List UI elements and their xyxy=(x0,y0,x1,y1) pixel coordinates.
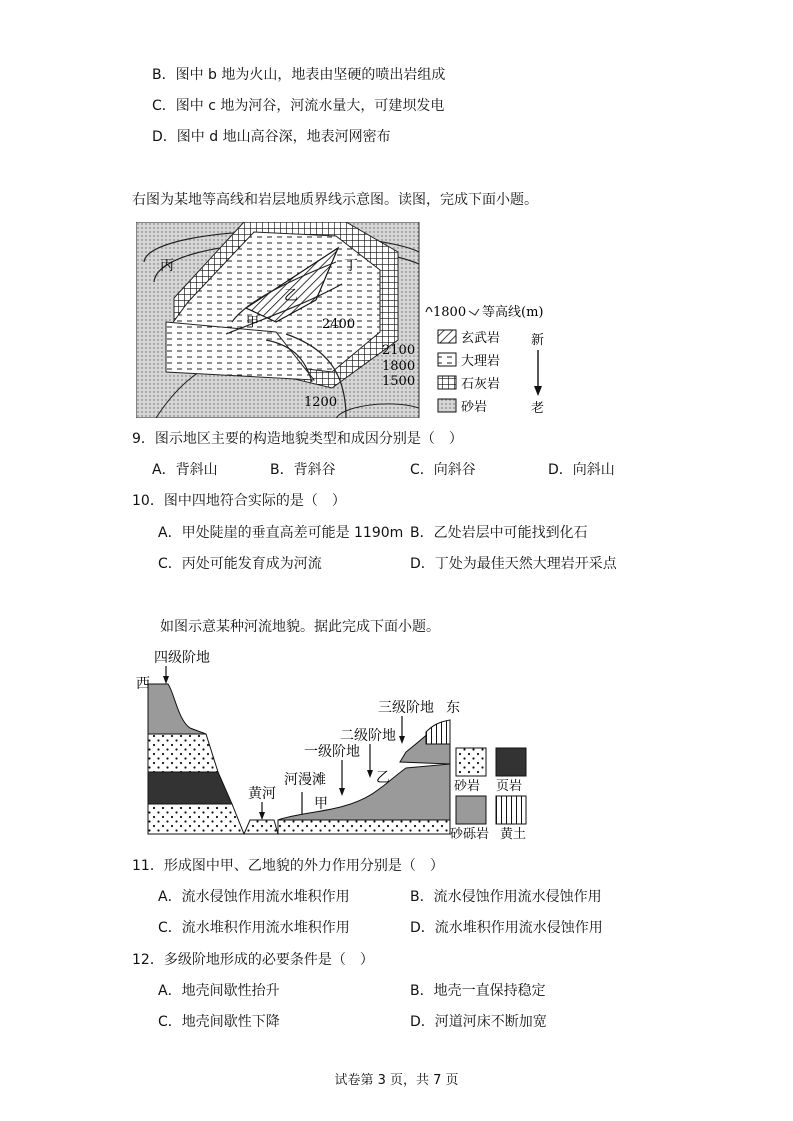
q10-option-c[interactable]: C．丙处可能发育成为河流 xyxy=(158,556,322,572)
label-jia: 甲 xyxy=(314,796,328,812)
q11-option-b[interactable]: B．流水侵蚀作用流水侵蚀作用 xyxy=(410,889,602,905)
q12-option-d[interactable]: D．河道河床不断加宽 xyxy=(410,1014,547,1030)
q12-option-b[interactable]: B．地壳一直保持稳定 xyxy=(410,983,546,999)
legend-conglomerate: 砂砾岩 xyxy=(450,827,490,842)
legend-contour-value: 1800 xyxy=(433,305,467,320)
age-new-label: 新 xyxy=(531,333,545,348)
label-floodplain: 河漫滩 xyxy=(284,772,326,788)
page-footer: 试卷第 3 页，共 7 页 xyxy=(334,1073,459,1088)
q12-stem: 12．多级阶地形成的必要条件是（ ） xyxy=(132,952,374,968)
label-east: 东 xyxy=(446,700,460,716)
label-level4: 四级阶地 xyxy=(154,650,210,666)
label-level2: 二级阶地 xyxy=(340,728,396,744)
legend-sandstone: 砂岩 xyxy=(461,400,488,415)
river-terrace-figure xyxy=(134,644,534,842)
legend-shale: 页岩 xyxy=(496,779,523,794)
q9-option-c[interactable]: C．向斜谷 xyxy=(410,462,476,478)
q11-option-c[interactable]: C．流水堆积作用流水堆积作用 xyxy=(158,920,350,936)
legend-contour-label: 等高线(m) xyxy=(482,305,544,320)
q10-stem: 10．图中四地符合实际的是（ ） xyxy=(132,493,346,509)
q10-option-b[interactable]: B．乙处岩层中可能找到化石 xyxy=(410,525,588,541)
place-bing: 丙 xyxy=(160,258,174,274)
section2-intro: 如图示意某种河流地貌。据此完成下面小题。 xyxy=(160,619,440,635)
legend-marble: 大理岩 xyxy=(461,354,501,369)
label-level3: 三级阶地 xyxy=(378,700,434,716)
q11-option-a[interactable]: A．流水侵蚀作用流水堆积作用 xyxy=(158,889,350,905)
contour-label-2100: 2100 xyxy=(382,343,416,358)
place-yi: 乙 xyxy=(284,288,298,304)
legend-limestone: 石灰岩 xyxy=(461,377,501,392)
q8-option-c: C．图中 c 地为河谷，河流水量大，可建坝发电 xyxy=(152,98,445,114)
legend-sandstone: 砂岩 xyxy=(454,779,481,794)
contour-label-1800: 1800 xyxy=(382,359,416,374)
label-yi: 乙 xyxy=(376,770,390,786)
contour-label-1200: 1200 xyxy=(304,395,338,410)
contour-label-1500: 1500 xyxy=(382,374,416,389)
q10-option-d[interactable]: D．丁处为最佳天然大理岩开采点 xyxy=(410,556,617,572)
legend-basalt: 玄武岩 xyxy=(461,331,501,346)
place-jia: 甲 xyxy=(246,315,260,330)
contour-label-2400: 2400 xyxy=(322,317,356,332)
q12-option-c[interactable]: C．地壳间歇性下降 xyxy=(158,1014,280,1030)
q12-option-a[interactable]: A．地壳间歇性抬升 xyxy=(158,983,280,999)
section1-intro: 右图为某地等高线和岩层地质界线示意图。读图，完成下面小题。 xyxy=(132,192,538,208)
contour-geology-figure xyxy=(136,222,556,418)
q11-option-d[interactable]: D．流水堆积作用流水侵蚀作用 xyxy=(410,920,603,936)
age-old-label: 老 xyxy=(531,401,545,416)
q10-option-a[interactable]: A．甲处陡崖的垂直高差可能是 1190m xyxy=(158,525,404,541)
q9-option-d[interactable]: D．向斜山 xyxy=(548,462,615,478)
place-ding: 丁 xyxy=(344,258,358,274)
q8-option-b: B．图中 b 地为火山，地表由坚硬的喷出岩组成 xyxy=(152,67,446,83)
legend-loess: 黄土 xyxy=(500,827,527,842)
label-west: 西 xyxy=(136,676,150,692)
q11-stem: 11．形成图中甲、乙地貌的外力作用分别是（ ） xyxy=(132,858,444,874)
q9-option-a[interactable]: A．背斜山 xyxy=(152,462,218,478)
q9-option-b[interactable]: B．背斜谷 xyxy=(270,462,336,478)
q8-option-d: D．图中 d 地山高谷深，地表河网密布 xyxy=(152,129,391,145)
q9-stem: 9．图示地区主要的构造地貌类型和成因分别是（ ） xyxy=(132,431,463,447)
label-river: 黄河 xyxy=(248,786,276,802)
label-level1: 一级阶地 xyxy=(304,744,360,760)
